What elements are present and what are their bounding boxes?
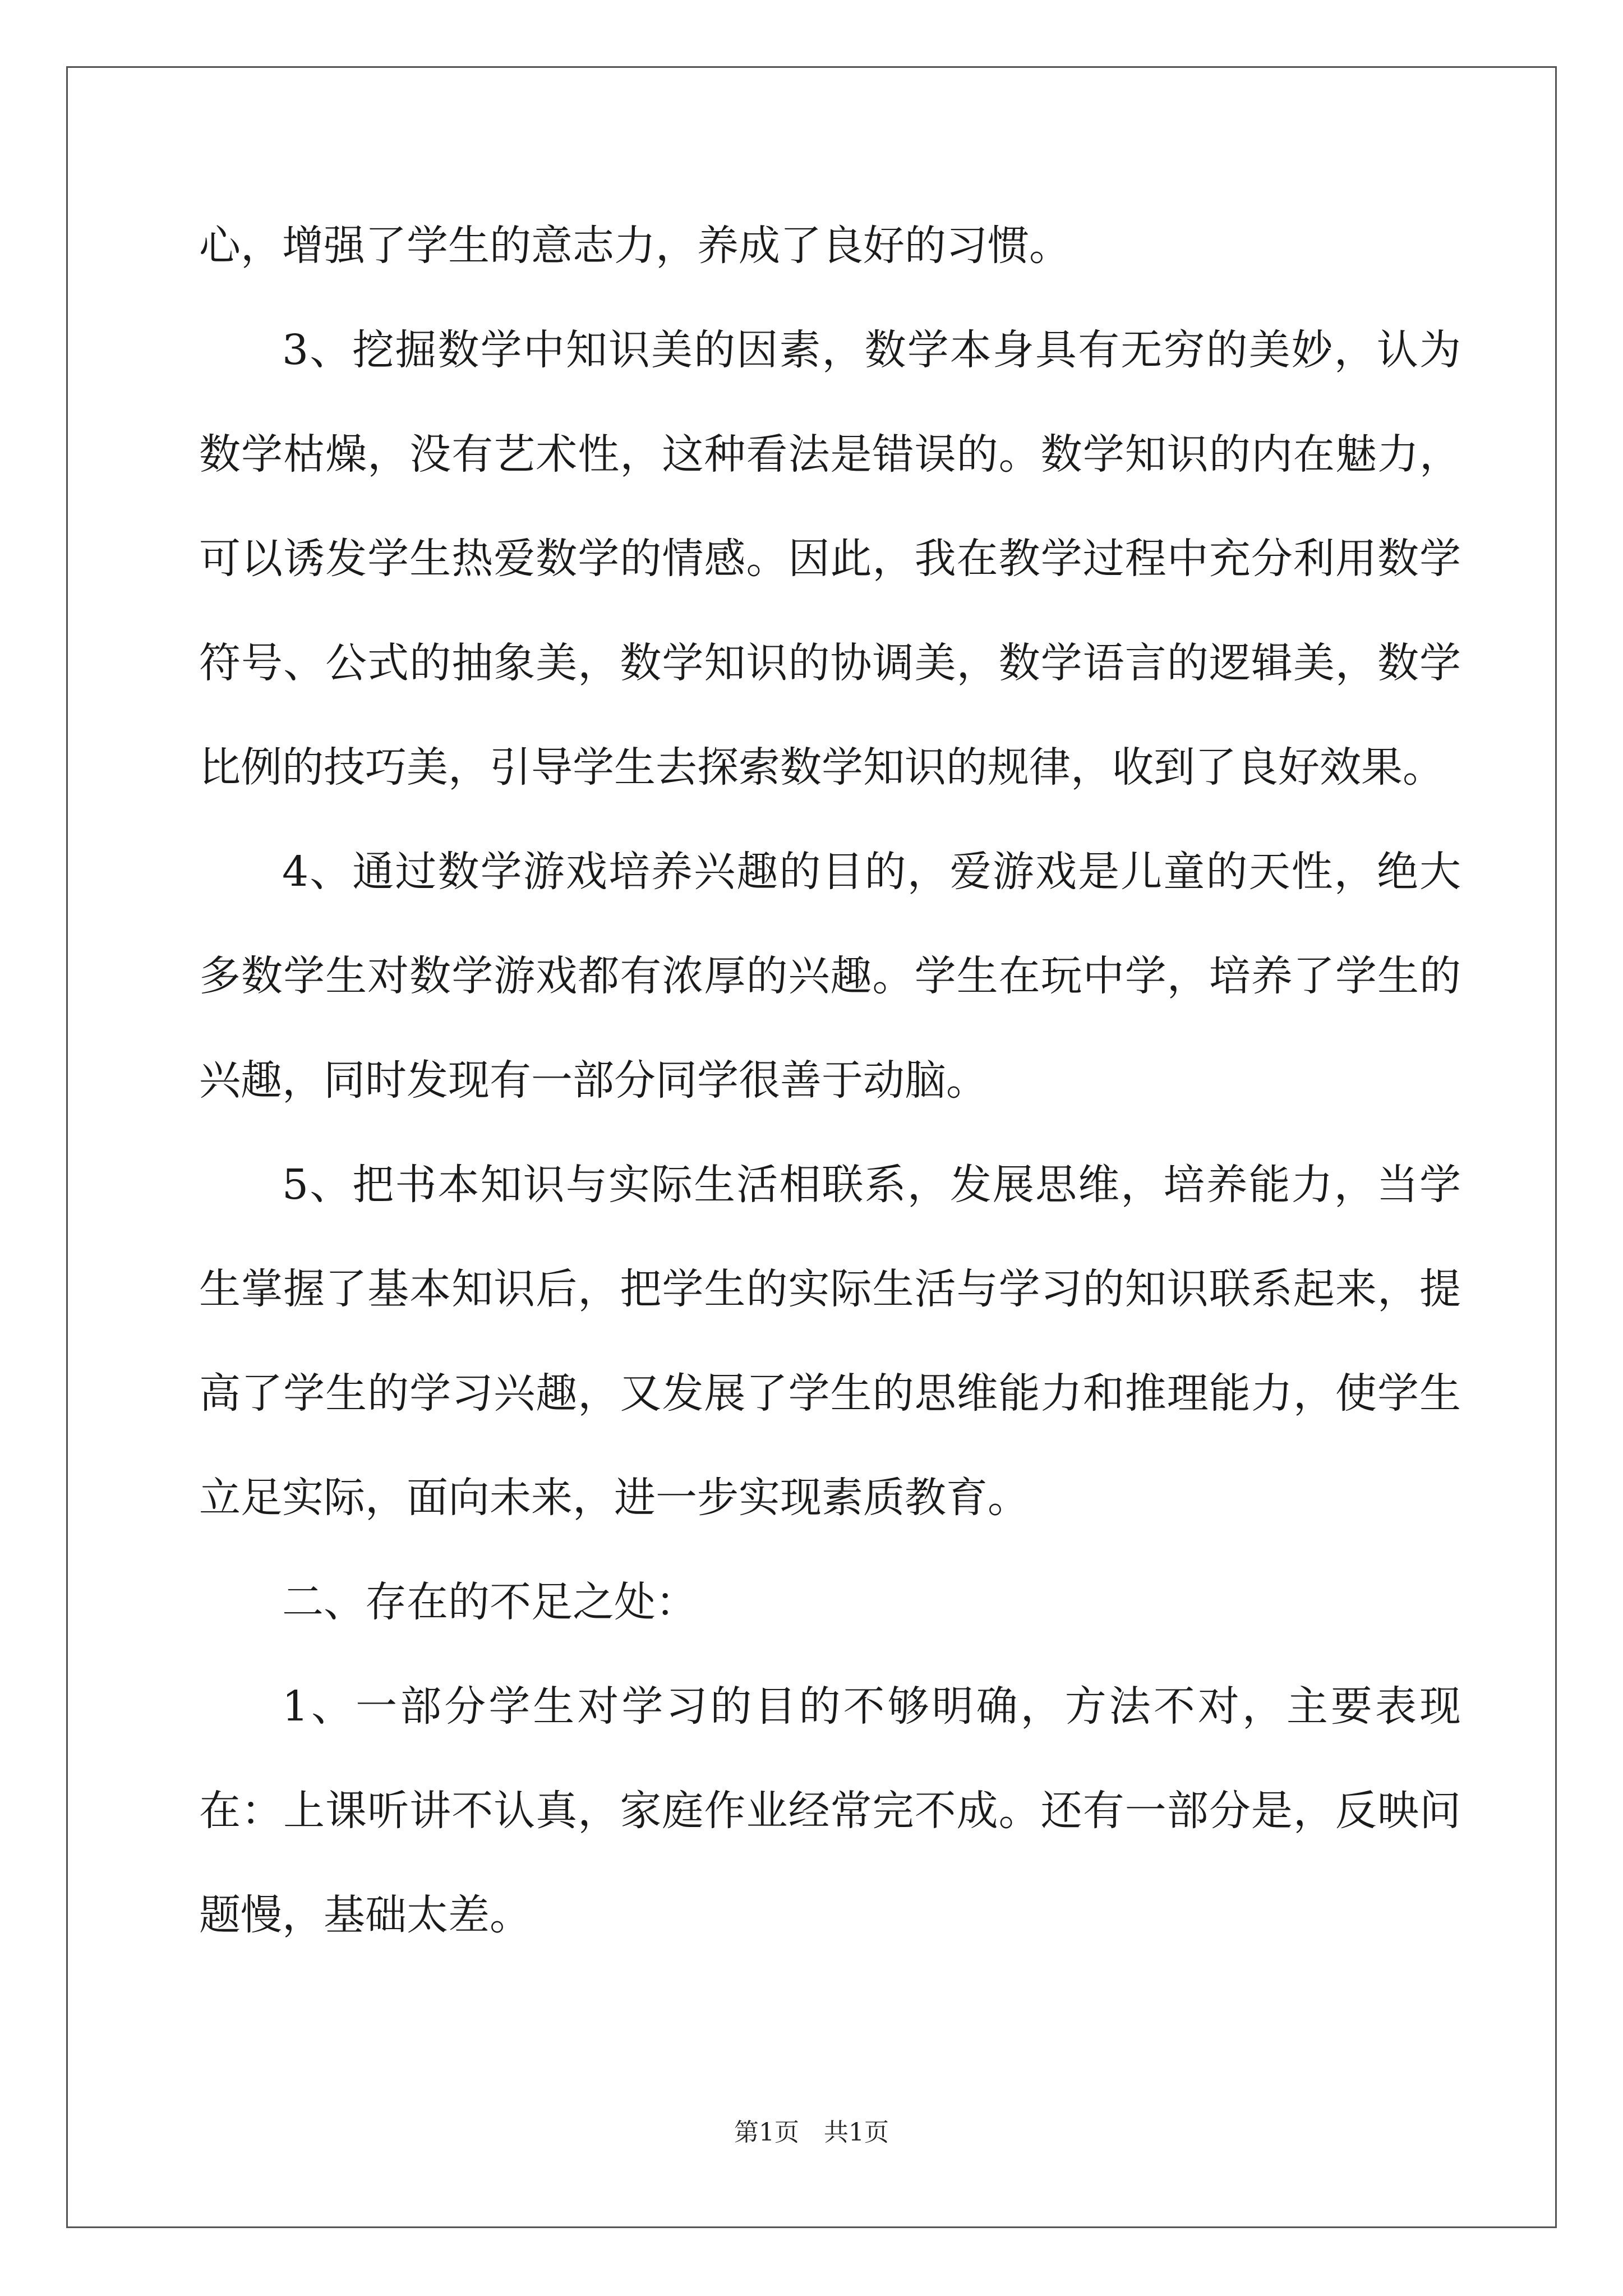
paragraph-4-math-games: 4、通过数学游戏培养兴趣的目的，爱游戏是儿童的天性，绝大多数学生对数学游戏都有浓厚的兴趣。学生在玩中学，培养了学生的兴趣，同时发现有一部分同学很善于动脑。: [199, 848, 1461, 1105]
section-heading-shortcomings: 二、存在的不足之处：: [282, 1578, 697, 1626]
paragraph-continuation: 心，增强了学生的意志力，养成了良好的习惯。: [199, 222, 1071, 270]
document-body: [199, 194, 1461, 1967]
paragraph-5-real-life: 5、把书本知识与实际生活相联系，发展思维，培养能力，当学生掌握了基本知识后，把学生的实际生活与学习的知识联系起来，提高了学生的学习兴趣，又发展了学生的思维能力和推理能力，使学生立足实际，面向未来，进一步实现素质教育。: [199, 1161, 1461, 1522]
paragraph-1-shortcoming: 1、一部分学生对学习的目的不够明确，方法不对，主要表现在：上课听讲不认真，家庭作业经常完不成。还有一部分是，反映问题慢，基础太差。: [199, 1682, 1461, 1939]
paragraph-3-math-beauty: 3、挖掘数学中知识美的因素，数学本身具有无穷的美妙，认为数学枯燥，没有艺术性，这种看法是错误的。数学知识的内在魅力，可以诱发学生热爱数学的情感。因此，我在教学过程中充分利用数学符号、公式的抽象美，数学知识的协调美，数学语言的逻辑美，数学比例的技巧美，引导学生去探索数学知识的规律，收到了良好效果。: [199, 326, 1461, 792]
page-number-footer: 第1页 共1页: [734, 2118, 889, 2147]
